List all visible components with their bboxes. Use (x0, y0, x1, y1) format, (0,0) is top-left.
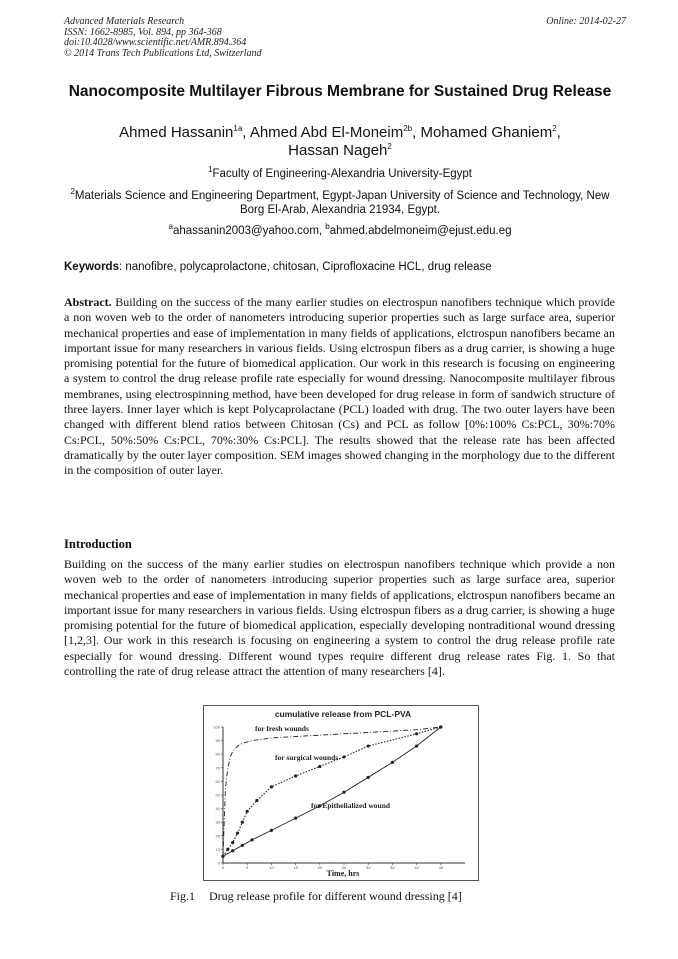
chart-x-label: Time, hrs (326, 869, 360, 878)
journal-doi[interactable]: doi:10.4028/www.scientific.net/AMR.894.364 (64, 37, 247, 48)
series-label: for fresh wounds (255, 724, 309, 733)
author-name: Ahmed Hassanin (119, 124, 234, 141)
data-point (226, 848, 229, 851)
author-sep: , (556, 124, 561, 141)
y-tick-label: 90 (215, 738, 220, 744)
email-sup: a (168, 222, 173, 232)
data-point (342, 791, 345, 794)
keywords-text: : nanofibre, polycaprolactone, chitosan, Ciprofloxacine HCL, drug release (118, 261, 492, 273)
affiliation-text: Materials Science and Engineering Department, Egypt-Japan University of Science and Technology, New Borg El-Arab, Alexandria 21934, Egypt. (74, 190, 610, 216)
chart-title: cumulative release from PCL-PVA (274, 709, 412, 719)
x-tick-label: 20 (317, 865, 323, 870)
affiliation-sup: 2 (70, 187, 75, 197)
series-label: for surgical wounds (275, 753, 339, 762)
y-tick-label: 80 (215, 751, 220, 757)
series-label: for Epithelialized wound (311, 801, 391, 810)
keywords-label: Keywords (64, 261, 119, 273)
affiliation-sup: 1 (208, 165, 213, 175)
data-point (367, 776, 370, 779)
author-sep: , (242, 124, 250, 141)
y-tick-label: 30 (215, 819, 220, 825)
data-point (415, 744, 418, 747)
author-name: Ahmed Abd El-Moneim (249, 124, 404, 141)
data-point (231, 849, 234, 852)
journal-name: Advanced Materials Research (64, 16, 185, 27)
x-tick-label: 45 (438, 865, 444, 870)
email-sup: b (325, 222, 330, 232)
data-point (439, 725, 442, 728)
email-link[interactable]: ahmed.abdelmoneim@ejust.edu.eg (329, 225, 512, 237)
author-sup: 2 (552, 124, 557, 133)
author-name: Hassan Nageh (288, 142, 388, 159)
email-line (70, 224, 610, 238)
paper-title: Nanocomposite Multilayer Fibrous Membrane for Sustained Drug Release (68, 83, 612, 100)
data-point (236, 831, 239, 834)
author-list (60, 124, 620, 160)
y-tick-label: 100 (213, 724, 220, 730)
y-tick-label: 0 (217, 860, 220, 866)
x-tick-label: 10 (269, 865, 274, 870)
email-link[interactable]: ahassanin2003@yahoo.com (172, 225, 319, 237)
data-point (231, 841, 234, 844)
journal-copyright: © 2014 Trans Tech Publications Ltd, Switzerland (64, 47, 262, 59)
author-sup: 1a (233, 124, 243, 133)
data-point (270, 829, 273, 832)
introduction-text: Building on the success of the many earlier studies on electrospun nanofibers technique which provide a non woven web to the order of nanometers introducing superior properties such as large surface area, superior mechanical properties and ease of implementation in many fields of applications, elctrospun nanofibers became an important issue for many researchers in various fields. Using elctrospun fibers as a drug carrier, is showing a huge promising potential for the future of biomedical application, especially developing nontraditional wound dressing [1,2,3]. Our work in this research is focusing on engineering a system to control the drug release profile rate especially for wound dressing. Different wound types require different drug release rates Fig. 1. So that controlling the rate of drug release attract the attention of many researchers [4]. (64, 557, 615, 679)
chart-frame (204, 706, 479, 881)
data-point (241, 844, 244, 847)
figure-caption (170, 889, 462, 904)
author-sup: 2 (387, 142, 392, 151)
data-point (221, 855, 224, 858)
x-tick-label: 40 (414, 865, 419, 870)
x-tick-label: 0 (221, 865, 225, 870)
y-tick-label: 60 (215, 778, 220, 784)
data-point (318, 765, 321, 768)
y-tick-label: 70 (215, 765, 220, 771)
data-point (342, 755, 345, 758)
data-point (255, 799, 258, 802)
abstract-text: Building on the success of the many earlier studies on electrospun nanofibers technique which provide a non woven web to the order of nanometers introducing superior properties such as large surface area, superior mechanical properties and ease of implementation in many fields of applications, elctrospun nanofibers became an important issue for many researchers in various fields. Using elctrospun fibers as a drug carrier, is showing a huge promising potential for the future of biomedical application. Our work in this research is focusing on engineering a system to control the drug release profile rate especially for wound dressing. Nanocomposite multilayer fibrous membranes, using electrospinning method, have been developed for drug release in form of sandwich structure of three layers. Inner layer which is kept Polycaprolactane (PCL) loaded with drug. The two outer layers have been changed with different blend ratios between Chitosan (Cs) and PCL as follow [0%:100% Cs:PCL, 30%:70% Cs:PCL, 50%:50% Cs:PCL, 70%:30% Cs:PCL]. The results showed that the release rate has been affected dramatically by the outer layer composition. SEM images showed changing in the morphology due to the different in the composition of outer layer. (64, 295, 615, 478)
affiliation-text: Faculty of Engineering-Alexandria University-Egypt (212, 168, 472, 180)
x-tick-label: 30 (365, 865, 371, 870)
data-point (367, 744, 370, 747)
y-tick-label: 10 (215, 846, 220, 852)
online-date: Online: 2014-02-27 (546, 16, 626, 27)
journal-header (64, 17, 262, 59)
x-tick-label: 35 (390, 865, 395, 870)
abstract-label: Abstract. (64, 295, 112, 309)
release-chart (203, 705, 479, 881)
section-heading-introduction: Introduction (64, 537, 132, 551)
data-point (391, 761, 394, 764)
data-point (241, 821, 244, 824)
data-point (250, 838, 253, 841)
abstract (64, 295, 615, 479)
data-point (294, 774, 297, 777)
keywords (64, 261, 624, 273)
affiliation-1 (70, 167, 610, 181)
affiliation-2 (70, 189, 610, 217)
y-tick-label: 40 (215, 806, 220, 812)
figure-1 (203, 705, 479, 881)
journal-issn: ISSN: 1662-8985, Vol. 894, pp 364-368 (64, 26, 222, 38)
x-tick-label: 25 (341, 865, 347, 870)
author-sup: 2b (403, 124, 413, 133)
author-sep: , (412, 124, 421, 141)
y-tick-label: 20 (215, 833, 220, 839)
author-name: Mohamed Ghaniem (420, 124, 553, 141)
data-point (294, 817, 297, 820)
x-tick-label: 15 (293, 865, 298, 870)
y-tick-label: 50 (215, 792, 220, 798)
data-point (415, 732, 418, 735)
data-point (246, 810, 249, 813)
caption-text: Drug release profile for different wound dressing [4] (209, 889, 462, 903)
data-point (270, 785, 273, 788)
caption-number: Fig.1 (170, 889, 196, 903)
x-tick-label: 5 (246, 865, 249, 870)
email-sep: , (318, 225, 326, 237)
